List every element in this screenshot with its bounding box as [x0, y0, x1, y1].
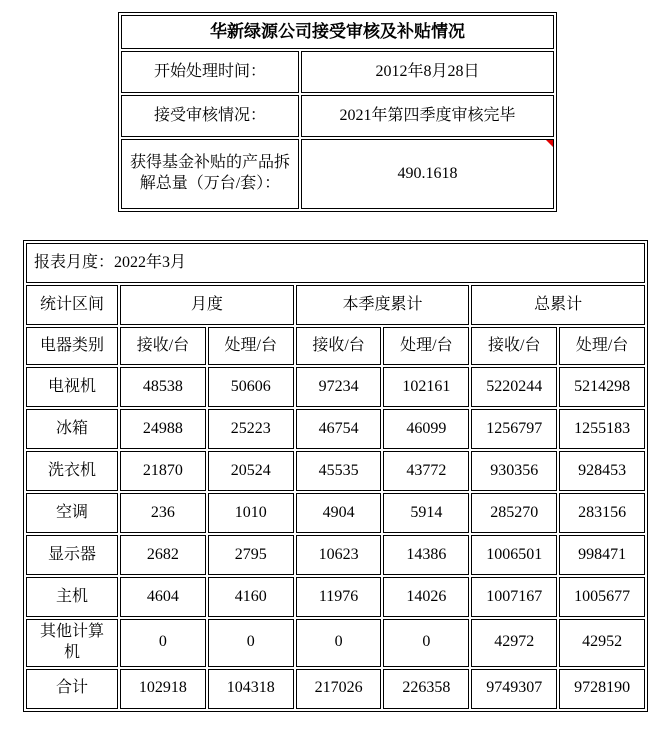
value-cell: 1010	[208, 493, 294, 533]
summary-row	[121, 139, 554, 209]
value-cell: 930356	[471, 451, 557, 491]
summary-row	[121, 51, 554, 93]
summary-label-audit-status: 接受审核情况：	[121, 95, 299, 137]
value-cell: 226358	[383, 669, 469, 709]
value-cell: 5214298	[559, 367, 645, 407]
value-cell: 998471	[559, 535, 645, 575]
sub-header-processed-monthly: 处理/台	[208, 327, 294, 365]
category-cell: 显示器	[26, 535, 118, 575]
value-cell: 1005677	[559, 577, 645, 617]
group-header-total: 总累计	[471, 285, 645, 325]
value-cell: 43772	[383, 451, 469, 491]
sub-header-processed-quarter: 处理/台	[383, 327, 469, 365]
category-cell: 合计	[26, 669, 118, 709]
value-cell: 2795	[208, 535, 294, 575]
value-cell: 5220244	[471, 367, 557, 407]
value-cell: 45535	[296, 451, 382, 491]
table-row-other-computers	[26, 619, 645, 667]
value-cell: 10623	[296, 535, 382, 575]
value-cell: 217026	[296, 669, 382, 709]
sub-header-processed-total: 处理/台	[559, 327, 645, 365]
summary-label-start-time: 开始处理时间：	[121, 51, 299, 93]
category-cell: 空调	[26, 493, 118, 533]
value-cell: 285270	[471, 493, 557, 533]
category-cell: 冰箱	[26, 409, 118, 449]
summary-value-subsidy-total	[301, 139, 554, 209]
value-cell: 0	[120, 619, 206, 667]
summary-label-subsidy-total: 获得基金补贴的产品拆解总量（万台/套）：	[121, 139, 299, 209]
value-cell: 102161	[383, 367, 469, 407]
comment-marker-icon	[546, 140, 553, 147]
value-cell: 42972	[471, 619, 557, 667]
group-header-monthly: 月度	[120, 285, 294, 325]
value-cell: 2682	[120, 535, 206, 575]
value-cell: 24988	[120, 409, 206, 449]
value-cell: 14386	[383, 535, 469, 575]
table-row-monitor	[26, 535, 645, 575]
category-header: 电器类别	[26, 327, 118, 365]
value-cell: 25223	[208, 409, 294, 449]
value-cell: 9749307	[471, 669, 557, 709]
sub-header-received-monthly: 接收/台	[120, 327, 206, 365]
table-row-ac	[26, 493, 645, 533]
value-cell: 21870	[120, 451, 206, 491]
summary-value-audit-status: 2021年第四季度审核完毕	[301, 95, 554, 137]
category-cell: 电视机	[26, 367, 118, 407]
value-cell: 97234	[296, 367, 382, 407]
value-cell: 11976	[296, 577, 382, 617]
report-sub-header-row	[26, 327, 645, 365]
value-cell: 48538	[120, 367, 206, 407]
value-cell: 5914	[383, 493, 469, 533]
table-row-fridge	[26, 409, 645, 449]
value-cell: 46754	[296, 409, 382, 449]
table-row-host	[26, 577, 645, 617]
summary-value-start-time: 2012年8月28日	[301, 51, 554, 93]
value-cell: 236	[120, 493, 206, 533]
category-cell: 洗衣机	[26, 451, 118, 491]
category-cell: 主机	[26, 577, 118, 617]
report-group-header-row	[26, 285, 645, 325]
table-row-washer	[26, 451, 645, 491]
value-cell: 9728190	[559, 669, 645, 709]
value-cell: 14026	[383, 577, 469, 617]
sub-header-received-total: 接收/台	[471, 327, 557, 365]
value-cell: 42952	[559, 619, 645, 667]
value-cell: 50606	[208, 367, 294, 407]
value-cell: 4904	[296, 493, 382, 533]
sub-header-received-quarter: 接收/台	[296, 327, 382, 365]
group-header-quarter: 本季度累计	[296, 285, 470, 325]
value-cell: 1007167	[471, 577, 557, 617]
value-cell: 1255183	[559, 409, 645, 449]
value-cell: 283156	[559, 493, 645, 533]
category-cell: 其他计算机	[26, 619, 118, 667]
value-cell: 928453	[559, 451, 645, 491]
subsidy-total-value: 490.1618	[397, 164, 458, 182]
summary-row	[121, 95, 554, 137]
report-table	[23, 240, 648, 712]
report-period-label: 报表月度：2022年3月	[26, 243, 645, 283]
value-cell: 20524	[208, 451, 294, 491]
value-cell: 1006501	[471, 535, 557, 575]
value-cell: 0	[383, 619, 469, 667]
summary-table-title: 华新绿源公司接受审核及补贴情况	[121, 15, 554, 49]
value-cell: 4604	[120, 577, 206, 617]
summary-table	[118, 12, 557, 212]
value-cell: 104318	[208, 669, 294, 709]
stat-interval-header: 统计区间	[26, 285, 118, 325]
value-cell: 4160	[208, 577, 294, 617]
value-cell: 0	[208, 619, 294, 667]
value-cell: 46099	[383, 409, 469, 449]
table-row-tv	[26, 367, 645, 407]
value-cell: 0	[296, 619, 382, 667]
value-cell: 1256797	[471, 409, 557, 449]
value-cell: 102918	[120, 669, 206, 709]
table-row-total	[26, 669, 645, 709]
